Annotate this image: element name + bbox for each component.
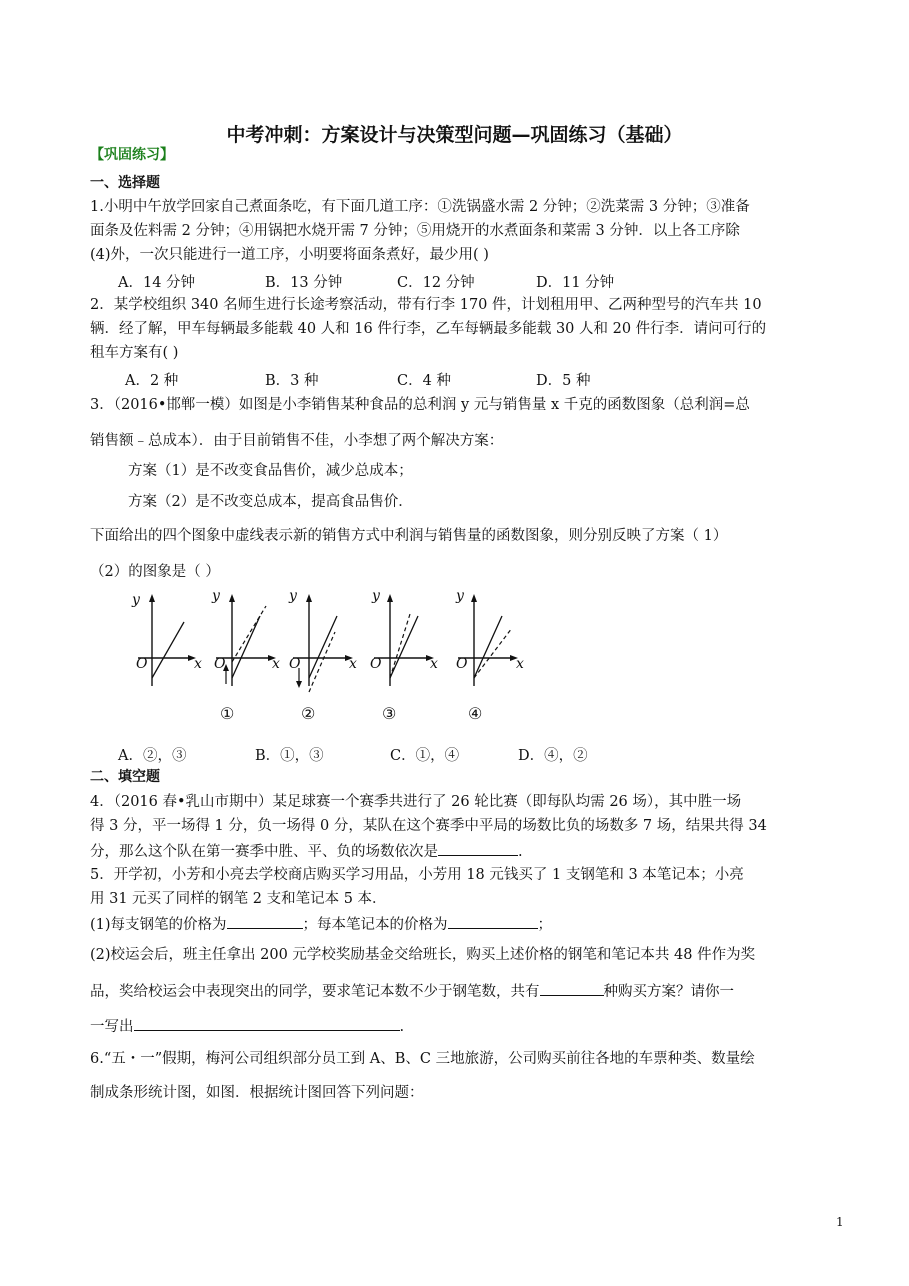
q2-option-a: A．2 种 — [125, 373, 179, 389]
q3-graph-original — [130, 586, 210, 706]
q1-line1: 1.小明中午放学回家自己煮面条吃，有下面几道工序：①洗锅盛水需 2 分钟；②洗菜需 3 分钟；③准备 — [90, 199, 750, 215]
graph-origin: O — [214, 656, 226, 672]
q5-plan-count-blank[interactable] — [540, 981, 604, 996]
q5-notebook-price-blank[interactable] — [448, 914, 538, 929]
graph-axis-x: x — [272, 656, 280, 672]
q2-line1: 2．某学校组织 340 名师生进行长途考察活动，带有行李 170 件，计划租用甲、乙两种型号的汽车共 10 — [90, 297, 762, 313]
q5-sub2-text-d: 一写出 — [90, 1019, 134, 1035]
q3-option-a: A．②，③ — [118, 748, 187, 764]
q2-option-c: C．4 种 — [397, 373, 451, 389]
graph-label-3: ③ — [382, 704, 397, 723]
q2-line3: 租车方案有( ) — [90, 345, 179, 361]
section-heading-fill: 二、填空题 — [90, 769, 160, 785]
graph-label-2: ② — [301, 704, 316, 723]
graph-axis-y: y — [456, 588, 464, 604]
q3-option-c: C．①，④ — [390, 748, 460, 764]
q3-graph-3 — [368, 586, 448, 723]
q3-plan2: 方案（2）是不改变总成本，提高食品售价． — [128, 494, 413, 510]
q3-line4: （2）的图象是（ ） — [90, 564, 220, 580]
graph-label-1: ① — [220, 704, 235, 723]
q1-line3: (4)外，一次只能进行一道工序，小明要将面条煮好，最少用( ) — [90, 247, 489, 263]
q4-line1: 4．（2016 春•乳山市期中）某足球赛一个赛季共进行了 26 轮比赛（即每队均需 26 场），其中胜一场 — [90, 794, 742, 810]
q5-line1: 5．开学初，小芳和小亮去学校商店购买学习用品，小芳用 18 元钱买了 1 支钢笔和 3 本笔记本；小亮 — [90, 867, 744, 883]
q3-line2: 销售额﹣总成本）．由于目前销售不佳，小李想了两个解决方案： — [90, 433, 504, 449]
graph-axis-y: y — [372, 588, 380, 604]
q5-sub1-wrap — [90, 914, 552, 934]
q3-line1: 3．（2016•邯郸一模）如图是小李销售某种食品的总利润 y 元与销售量 x 千克的函数图象（总利润=总 — [90, 397, 750, 413]
q3-line3: 下面给出的四个图象中虚线表示新的销售方式中利润与销售量的函数图象，则分别反映了方案（ 1） — [90, 528, 728, 544]
section-heading-choice: 一、选择题 — [90, 175, 160, 191]
q6-line2: 制成条形统计图，如图．根据统计图回答下列问题： — [90, 1085, 424, 1101]
q5-line2: 用 31 元买了同样的钢笔 2 支和笔记本 5 本． — [90, 891, 387, 907]
graph-axis-x: x — [430, 656, 438, 672]
q3-graph-2 — [287, 586, 367, 723]
q3-graph-4 — [452, 586, 532, 723]
graph-axis-x: x — [516, 656, 524, 672]
q2-line2: 辆．经了解，甲车每辆最多能载 40 人和 16 件行李，乙车每辆最多能载 30 人和 20 件行李．请问可行的 — [90, 321, 767, 337]
q4-line3: 分，那么这个队在第一赛季中胜、平、负的场数依次是 — [90, 844, 438, 860]
q5-sub2a: (2)校运会后，班主任拿出 200 元学校奖励基金交给班长，购买上述价格的钢笔和笔记本共 48 件作为奖 — [90, 947, 756, 963]
q5-sub2-text-c: 种购买方案？请你一 — [603, 984, 734, 1000]
q3-plan1: 方案（1）是不改变食品售价，减少总成本； — [128, 463, 413, 479]
graph-axis-y: y — [212, 588, 220, 604]
q6-line1: 6.“五・一”假期，梅河公司组织部分员工到 A、B、C 三地旅游，公司购买前往各地的车票种类、数量绘 — [90, 1051, 755, 1067]
q5-sub2-text-e: . — [399, 1019, 405, 1035]
q3-option-d: D．④，② — [518, 748, 588, 764]
graph-origin: O — [370, 656, 382, 672]
q3-option-b: B．①，③ — [255, 748, 324, 764]
q5-sub2b-wrap — [90, 981, 734, 1001]
q1-line2: 面条及佐料需 2 分钟；④用锅把水烧开需 7 分钟；⑤用烧开的水煮面条和菜需 3 分钟．以上各工序除 — [90, 223, 740, 239]
q5-plans-list-blank[interactable] — [134, 1016, 400, 1031]
q5-sub2d-wrap — [90, 1016, 404, 1036]
q4-line3-end: . — [518, 844, 523, 860]
graph-origin: O — [456, 656, 468, 672]
q2-option-d: D．5 种 — [536, 373, 591, 389]
graph-axis-y: y — [289, 588, 297, 604]
q1-option-d: D．11 分钟 — [536, 275, 615, 291]
graph-origin: O — [289, 656, 301, 672]
graph-axis-y: y — [132, 592, 140, 608]
q2-option-b: B．3 种 — [265, 373, 319, 389]
q5-sub2-text-b: 品，奖给校运会中表现突出的同学，要求笔记本数不少于钢笔数，共有 — [90, 984, 540, 1000]
graph-origin: O — [136, 656, 148, 672]
q5-sub1-text-b: ；每本笔记本的价格为 — [302, 917, 448, 933]
q5-pen-price-blank[interactable] — [227, 914, 303, 929]
page-number: 1 — [836, 1215, 844, 1229]
q1-option-c: C．12 分钟 — [397, 275, 475, 291]
exercise-tag: 【巩固练习】 — [90, 147, 174, 163]
q5-sub1-text-c: ； — [537, 917, 553, 933]
graph-axis-x: x — [349, 656, 357, 672]
q3-graph-1 — [210, 586, 290, 723]
q4-line3-wrap — [90, 841, 523, 861]
graph-axis-x: x — [194, 656, 202, 672]
q4-answer-blank[interactable] — [438, 841, 518, 856]
q4-line2: 得 3 分，平一场得 1 分，负一场得 0 分，某队在这个赛季中平局的场数比负的场数多 7 场，结果共得 34 — [90, 818, 767, 834]
graph-label-4: ④ — [468, 704, 483, 723]
q5-sub1-text-a: (1)每支钢笔的价格为 — [90, 917, 227, 933]
page-title: 中考冲刺：方案设计与决策型问题—巩固练习（基础） — [226, 124, 683, 146]
q1-option-a: A．14 分钟 — [118, 275, 196, 291]
q1-option-b: B．13 分钟 — [265, 275, 343, 291]
